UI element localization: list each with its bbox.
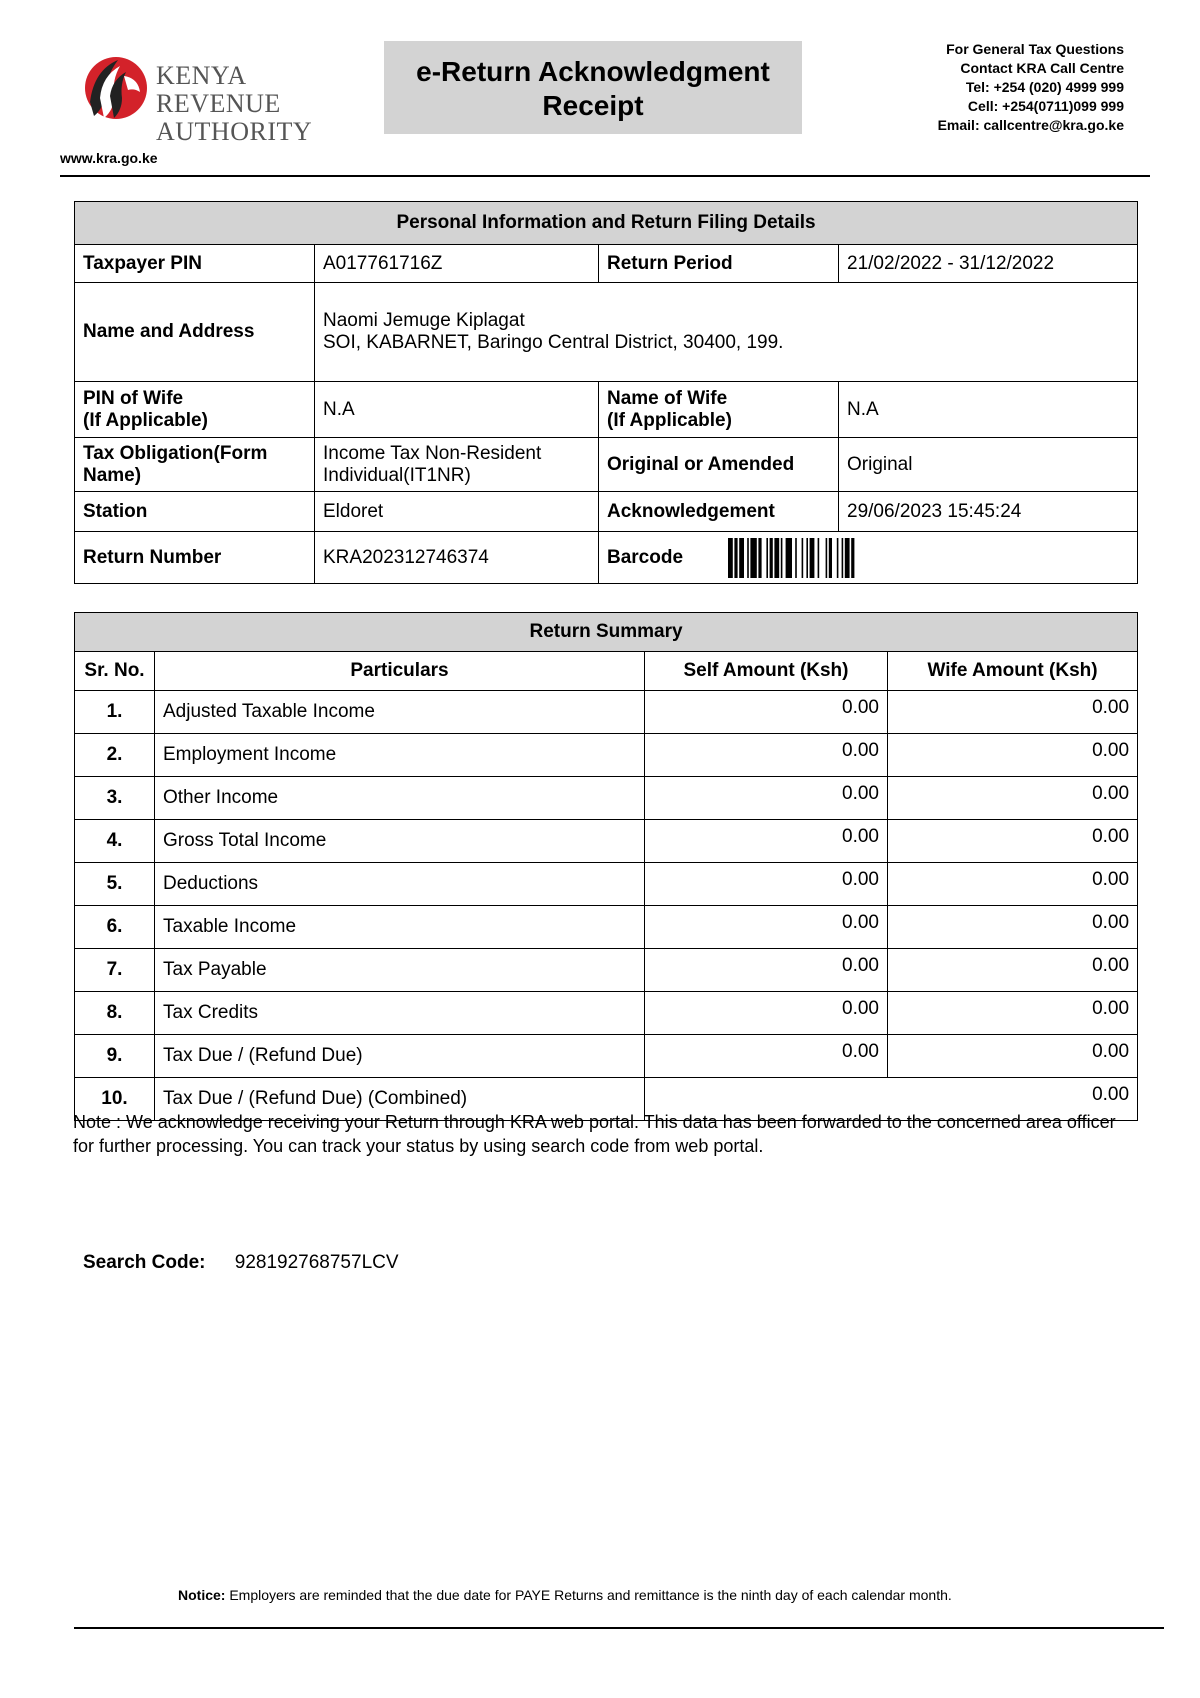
pin-wife-label: [75, 382, 315, 438]
taxpayer-pin: A017761716Z: [315, 245, 599, 283]
row-wife-amount: 0.00: [888, 777, 1138, 820]
personal-info-title: Personal Information and Return Filing Details: [75, 202, 1138, 245]
logo-text-line1: KENYA REVENUE: [156, 61, 281, 118]
col-header-wife: Wife Amount (Ksh): [888, 652, 1138, 691]
acknowledgement-label: Acknowledgement: [599, 492, 839, 532]
title-line2: Receipt: [542, 90, 644, 121]
row-particular: Adjusted Taxable Income: [155, 691, 645, 734]
kra-logo: [80, 52, 370, 146]
row-self-amount: 0.00: [645, 949, 888, 992]
row-self-amount: 0.00: [645, 820, 888, 863]
row-wife-amount: 0.00: [888, 949, 1138, 992]
receipt-title: [384, 41, 802, 134]
row-self-amount: 0.00: [645, 863, 888, 906]
row-particular: Deductions: [155, 863, 645, 906]
table-row: [75, 992, 1138, 1035]
logo-text-line2: AUTHORITY: [156, 117, 313, 146]
tax-obligation: Income Tax Non-Resident Individual(IT1NR): [315, 438, 599, 492]
tax-obligation-label: Tax Obligation(Form Name): [75, 438, 315, 492]
row-particular: Employment Income: [155, 734, 645, 777]
name-wife: N.A: [839, 382, 1138, 438]
barcode-label: Barcode: [607, 546, 684, 568]
website: www.kra.go.ke: [60, 150, 158, 166]
row-sr: 5.: [75, 863, 155, 906]
row-self-amount: 0.00: [645, 906, 888, 949]
name-wife-label-line2: (If Applicable): [607, 409, 732, 431]
original-amended: Original: [839, 438, 1138, 492]
name-address-label: Name and Address: [75, 283, 315, 382]
row-particular: Tax Due / (Refund Due): [155, 1035, 645, 1078]
row-sr: 3.: [75, 777, 155, 820]
contact-line: Email: callcentre@kra.go.ke: [937, 117, 1124, 133]
taxpayer-pin-label: Taxpayer PIN: [75, 245, 315, 283]
table-row: [75, 949, 1138, 992]
notice: [178, 1587, 952, 1603]
contact-info: [938, 40, 1124, 135]
acknowledgement: 29/06/2023 15:45:24: [839, 492, 1138, 532]
col-header-particulars: Particulars: [155, 652, 645, 691]
row-particular: Other Income: [155, 777, 645, 820]
pin-wife-label-line1: PIN of Wife: [83, 387, 184, 409]
table-row: [75, 777, 1138, 820]
station-label: Station: [75, 492, 315, 532]
row-self-amount: 0.00: [645, 734, 888, 777]
row-sr: 8.: [75, 992, 155, 1035]
lion-emblem-icon: [80, 52, 150, 124]
col-header-sr: Sr. No.: [75, 652, 155, 691]
table-row: [75, 734, 1138, 777]
footer-divider: [74, 1627, 1164, 1629]
row-particular: Gross Total Income: [155, 820, 645, 863]
header-divider: [60, 175, 1150, 177]
search-code-block: [83, 1252, 399, 1274]
row-self-amount: 0.00: [645, 777, 888, 820]
row-self-amount: 0.00: [645, 992, 888, 1035]
row-sr: 7.: [75, 949, 155, 992]
station: Eldoret: [315, 492, 599, 532]
name-wife-label-line1: Name of Wife: [607, 387, 728, 409]
row-wife-amount: 0.00: [888, 1035, 1138, 1078]
search-code-label: Search Code:: [83, 1252, 206, 1273]
personal-info-table: [74, 201, 1138, 584]
return-period: 21/02/2022 - 31/12/2022: [839, 245, 1138, 283]
taxpayer-name: Naomi Jemuge Kiplagat: [323, 310, 525, 331]
table-row: [75, 863, 1138, 906]
row-wife-amount: 0.00: [888, 906, 1138, 949]
row-wife-amount: 0.00: [888, 691, 1138, 734]
contact-line: Cell: +254(0711)099 999: [967, 98, 1124, 114]
contact-line: Tel: +254 (020) 4999 999: [965, 79, 1124, 95]
row-sr: 4.: [75, 820, 155, 863]
acknowledgement-note: Note : We acknowledge receiving your Return through KRA web portal. This data has been forwarded to the concerned area officer for further processing. You can track your status by using search code from web portal.: [73, 1112, 1116, 1156]
name-wife-label: [599, 382, 839, 438]
row-wife-amount: 0.00: [888, 863, 1138, 906]
col-header-self: Self Amount (Ksh): [645, 652, 888, 691]
pin-wife: N.A: [315, 382, 599, 438]
return-number: KRA202312746374: [315, 532, 599, 584]
search-code: 928192768757LCV: [234, 1252, 399, 1273]
notice-text: Employers are reminded that the due date for PAYE Returns and remittance is the ninth day of each calendar month.: [229, 1587, 952, 1603]
contact-line: Contact KRA Call Centre: [960, 60, 1124, 76]
combined-value: 0.00: [645, 1078, 1138, 1121]
row-sr: 1.: [75, 691, 155, 734]
contact-line: For General Tax Questions: [946, 41, 1124, 57]
name-address: [315, 283, 1138, 382]
barcode: [728, 538, 1024, 578]
pin-wife-label-line2: (If Applicable): [83, 409, 208, 431]
row-sr: 2.: [75, 734, 155, 777]
return-summary-table: [74, 612, 1138, 1121]
row-particular: Tax Payable: [155, 949, 645, 992]
table-row: [75, 1035, 1138, 1078]
table-row: [75, 691, 1138, 734]
table-row: [75, 906, 1138, 949]
row-wife-amount: 0.00: [888, 820, 1138, 863]
notice-label: Notice:: [178, 1587, 226, 1603]
row-particular: Tax Credits: [155, 992, 645, 1035]
original-amended-label: Original or Amended: [599, 438, 839, 492]
row-particular: Tax Due / (Refund Due) (Combined): [155, 1078, 645, 1121]
row-particular: Taxable Income: [155, 906, 645, 949]
row-sr: 6.: [75, 906, 155, 949]
row-wife-amount: 0.00: [888, 992, 1138, 1035]
return-number-label: Return Number: [75, 532, 315, 584]
row-sr: 10.: [75, 1078, 155, 1121]
barcode-cell: [599, 532, 1138, 584]
row-wife-amount: 0.00: [888, 734, 1138, 777]
taxpayer-address: SOI, KABARNET, Baringo Central District, 30400, 199.: [323, 332, 784, 353]
table-row: [75, 820, 1138, 863]
return-period-label: Return Period: [599, 245, 839, 283]
row-self-amount: 0.00: [645, 1035, 888, 1078]
row-self-amount: 0.00: [645, 691, 888, 734]
return-summary-title: Return Summary: [75, 613, 1138, 652]
title-line1: e-Return Acknowledgment: [416, 56, 770, 87]
row-sr: 9.: [75, 1035, 155, 1078]
